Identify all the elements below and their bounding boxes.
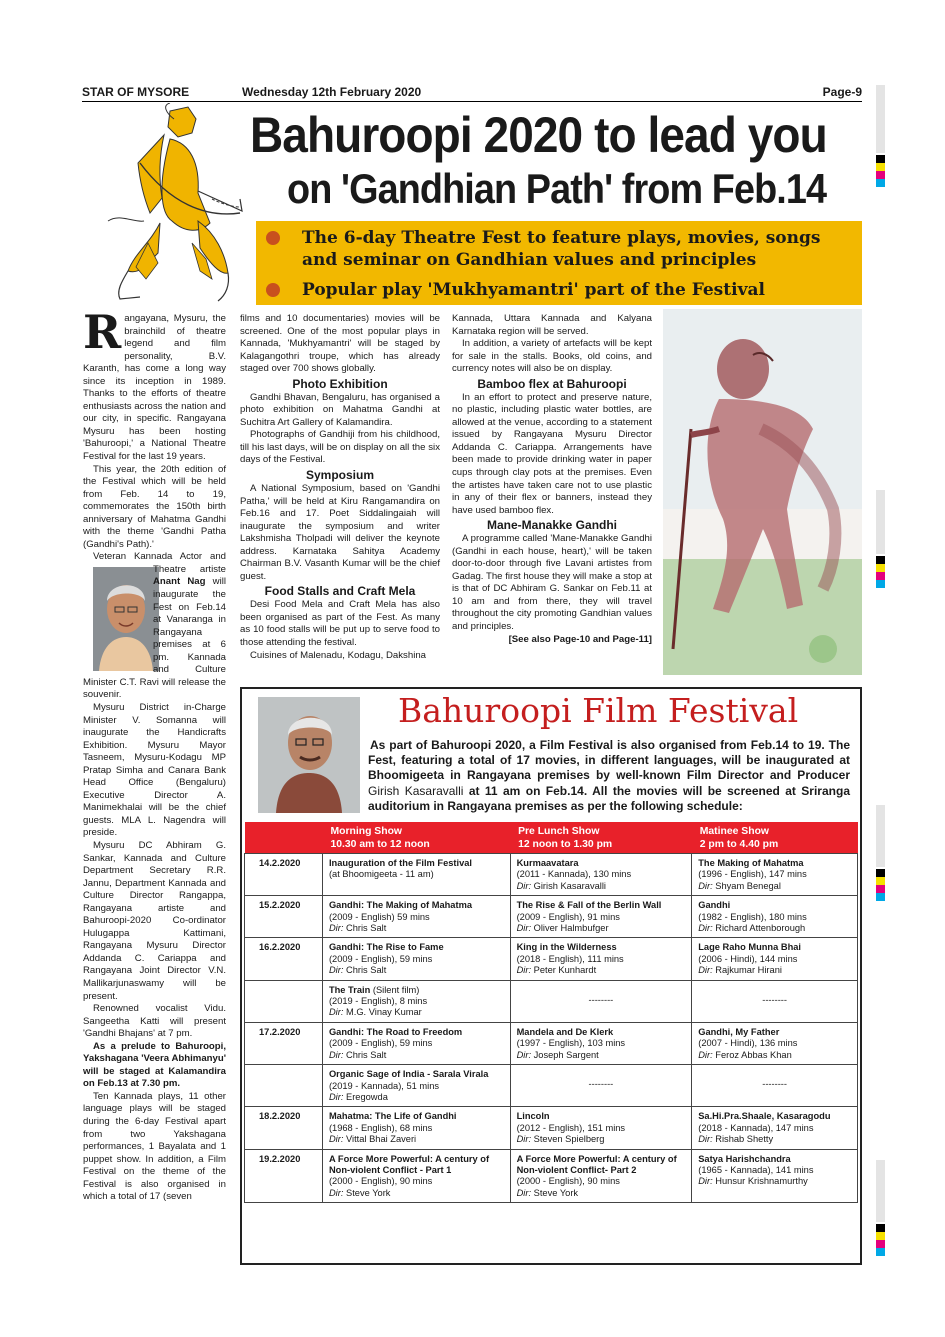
- highlights-banner: [256, 221, 862, 305]
- director-name: Rishab Shetty: [715, 1134, 774, 1145]
- show-time: 2 pm to 4.40 pm: [699, 839, 779, 850]
- film-schedule-table: [244, 822, 858, 1203]
- film-festival-intro: [368, 738, 850, 814]
- director-label: Dir:: [328, 923, 344, 934]
- publication-name: STAR OF MYSORE: [82, 85, 190, 99]
- film-director: [698, 881, 851, 892]
- film-title-text: Lincoln: [516, 1111, 550, 1122]
- film-title-text: Kurmaavatara: [516, 858, 579, 868]
- director-name: Girish Kasaravalli: [533, 880, 606, 891]
- director-name: Shyam Benegal: [715, 880, 781, 891]
- film-cell: [510, 1107, 692, 1149]
- table-row: [245, 1107, 858, 1149]
- person-name: Anant Nag: [153, 576, 206, 588]
- paragraph: Kannada, Uttara Kannada and Kalyana Karnataka region will be served.: [452, 313, 652, 337]
- director-label: Dir:: [698, 1049, 713, 1060]
- no-screening-cell: --------: [692, 980, 858, 1022]
- drop-cap: R: [83, 305, 122, 359]
- film-info: (1982 - English), 180 mins: [698, 911, 807, 922]
- film-info: (2000 - English), 90 mins: [516, 1176, 620, 1187]
- film-info: (2009 - English), 59 mins: [328, 953, 433, 964]
- film-title-text: The Rise & Fall of the Berlin Wall: [516, 900, 662, 911]
- film-title: [698, 858, 851, 869]
- director-name: Chris Salt: [346, 1049, 387, 1060]
- director-name: Steve York: [533, 1187, 579, 1198]
- film-director: [329, 1134, 504, 1145]
- screening-date: 16.2.2020: [245, 938, 323, 980]
- film-title: [329, 1069, 504, 1080]
- paragraph: Renowned vocalist Vidu. Sangeetha Katti will present 'Gandhi Bhajans' at 7 pm.: [83, 1003, 226, 1040]
- cmyk-marks: [876, 869, 885, 901]
- screening-date: 19.2.2020: [245, 1149, 323, 1203]
- director-name: Eregowda: [346, 1091, 388, 1102]
- registration-strip: [876, 805, 885, 867]
- director-label: Dir:: [328, 1187, 344, 1198]
- photo-anant-nag: [83, 567, 149, 673]
- director-label: Dir:: [516, 1187, 532, 1198]
- director-name: Feroz Abbas Khan: [715, 1049, 792, 1060]
- screening-date: 17.2.2020: [245, 1022, 323, 1064]
- schedule-header-row: [245, 822, 858, 854]
- film-title-text: A Force More Powerful: A century of Non-violent Conflict- Part 2: [516, 1153, 677, 1175]
- film-title-text: Gandhi: [698, 900, 731, 911]
- article-column-1: [83, 305, 226, 1204]
- film-cell: [510, 1149, 692, 1203]
- schedule-body: [245, 854, 858, 1203]
- paragraph: In an effort to protect and preserve nature, no plastic, including plastic water bottles, are allowed at the venue, according to a statement issued by Rangayana Mysuru Director Addanda C. Cariappa. Arrangements have been made to provide drinking water in paper cups through clay pots at the premises. Even the artistes have taken care not to use plastic in any of their flex or banners, instead they have used bamboo flex.: [452, 391, 652, 516]
- bullet-dot-icon: [266, 231, 280, 245]
- paragraph: Cuisines of Malenadu, Kodagu, Dakshina: [250, 649, 426, 661]
- table-row: [245, 938, 858, 980]
- paragraph: Mysuru District in-Charge Minister V. Somanna will inaugurate the Handicrafts Exhibition. Mysuru Mayor Tasneem, Mysuru-Kodagu MP Pratap Simha and Canara Bank Head Office (Bengaluru) Executive Director A. Manimekhalai will be the chief guests. MLA L. Nagendra will preside.: [83, 701, 226, 839]
- film-info: (2012 - English), 151 mins: [516, 1122, 626, 1133]
- show-name: Matinee Show: [699, 826, 769, 837]
- subhead-bamboo-flex: Bamboo flex at Bahuroopi: [477, 376, 627, 391]
- show-time: 12 noon to 1.30 pm: [518, 839, 613, 850]
- director-label: Dir:: [698, 1134, 713, 1145]
- paragraph: Ten Kannada plays, 11 other language plays will be staged during the 6-day Festival apart from two Yakshagana performances, 1 Bayalata and 1 puppet show. In addition, a Film Festival on the theme of the Festival is also organised in which a total of 17 (seven: [83, 1090, 226, 1203]
- page-number: Page-9: [822, 85, 862, 99]
- film-director: [698, 923, 851, 934]
- film-director: [329, 1007, 504, 1018]
- registration-strip: [876, 85, 885, 153]
- cmyk-marks: [876, 1224, 885, 1256]
- paragraph: angayana, Mysuru, the brainchild of theatre legend and film personality, B.V. Karanth, has come a long way since its inception in 1989. Thanks to the efforts of theatre enthusiasts across the nation and our city, in specific. Rangayana Mysuru has been hosting 'Bahuroopi,' a National Theatre Festival for the last 19 years.: [83, 313, 226, 463]
- header-prelunch: [510, 822, 692, 854]
- masthead: [82, 85, 862, 99]
- table-row: [245, 1065, 858, 1107]
- paragraph: A National Symposium, based on 'Gandhi Patha,' will be held at Kiru Rangamandira on Feb.16 and 17. Poet Siddalingaiah will inaugurate the symposium and writer Lakshmisha Tholpadi will deliver the keynote address. Karnataka Sahitya Academy Chairman B.V. Vasanth Kumar will be the chief guest.: [240, 483, 440, 582]
- film-title: [329, 1154, 504, 1177]
- director-name: Vittal Bhai Zaveri: [346, 1134, 417, 1145]
- film-cell: [510, 938, 692, 980]
- table-row: [245, 896, 858, 938]
- film-cell: [322, 980, 510, 1022]
- screening-date: [245, 980, 323, 1022]
- film-cell: [692, 1107, 858, 1149]
- film-title: [329, 900, 504, 911]
- film-title: [329, 1027, 504, 1038]
- film-title: [329, 1111, 504, 1122]
- film-title-text: Organic Sage of India - Sarala Virala: [328, 1069, 489, 1080]
- film-cell: [322, 1149, 510, 1203]
- director-name: Steven Spielberg: [533, 1134, 605, 1145]
- film-director: [698, 1134, 851, 1145]
- director-label: Dir:: [516, 1049, 532, 1060]
- film-cell: [692, 896, 858, 938]
- film-title-text: The Making of Mahatma: [698, 858, 804, 868]
- film-cell: [322, 896, 510, 938]
- paragraph: Mysuru DC Abhiram G. Sankar, Kannada and Culture Department Secretary R.R. Jannu, Department Kannada and Culture Director Rangappa, Rangayana artiste and Bahuroopi-2020 Co-ordinator Hulugappa Kattimani, Rangayana Mysuru Director Addanda C. Cariappa and Rangayana Joint Director V.N. Mallikarjunaswamy will be present.: [83, 839, 226, 1002]
- director-label: Dir:: [328, 1007, 344, 1018]
- film-cell: [510, 896, 692, 938]
- film-cell: [322, 1022, 510, 1064]
- film-title-text: The Train: [328, 984, 371, 995]
- film-title-note: (Silent film): [370, 984, 420, 995]
- film-director: [329, 1092, 504, 1103]
- film-director: [517, 923, 686, 934]
- film-title: [517, 942, 686, 953]
- film-title-text: Gandhi: The Road to Freedom: [328, 1026, 463, 1037]
- film-cell: [510, 1022, 692, 1064]
- film-title: [698, 900, 851, 911]
- film-cell: [692, 938, 858, 980]
- highlight-1: [302, 227, 820, 271]
- director-name: Hunsur Krishnamurthy: [715, 1176, 808, 1187]
- film-cell: [322, 1107, 510, 1149]
- film-title-text: Sa.Hi.Pra.Shaale, Kasaragodu: [698, 1111, 831, 1122]
- film-info: (2009 - English), 59 mins: [328, 1038, 433, 1049]
- gandhi-watercolor-illustration: [663, 309, 862, 675]
- header-matinee: [692, 822, 858, 854]
- film-title: [329, 985, 504, 996]
- paragraph: A programme called 'Mane-Manakke Gandhi (Gandhi in each house, heart),' will be taken door-to-door through five Lavani artistes from Gadag. The first house they will make a stop at is that of DC Abhiram G. Sankar on Feb.11 at 10 am and from there, they will travel throughout the city promoting Gandhian values and principles.: [452, 533, 652, 633]
- headline-line-2: on 'Gandhian Path' from Feb.14: [287, 165, 827, 212]
- portrait-photo: [93, 567, 159, 671]
- issue-date: Wednesday 12th February 2020: [242, 85, 422, 99]
- film-info: (2007 - Hindi), 136 mins: [698, 1038, 798, 1049]
- film-title-text: Gandhi, My Father: [698, 1026, 780, 1037]
- film-title-text: Gandhi: The Rise to Fame: [328, 942, 444, 953]
- director-name: Chris Salt: [346, 965, 387, 976]
- director-label: Dir:: [516, 965, 532, 976]
- film-director: [698, 1176, 851, 1187]
- paragraph: As a prelude to Bahuroopi, Yakshagana 'Veera Abhimanyu' will be staged at Kalamandira on Feb.13 at 7.30 pm.: [83, 1040, 226, 1090]
- director-label: Dir:: [698, 880, 713, 891]
- director-name: Rajkumar Hirani: [715, 965, 782, 976]
- film-info: (2019 - English), 8 mins: [328, 996, 428, 1007]
- film-info: (2009 - English) 59 mins: [328, 911, 430, 922]
- bullet-dot-icon: [266, 283, 280, 297]
- screening-date: 18.2.2020: [245, 1107, 323, 1149]
- film-title-text: Lage Raho Munna Bhai: [698, 942, 802, 953]
- film-director: [517, 965, 686, 976]
- film-info: (2000 - English), 90 mins: [328, 1176, 433, 1187]
- no-screening-cell: --------: [692, 1065, 858, 1107]
- film-info: (2011 - Kannada), 130 mins: [516, 869, 632, 880]
- film-director: [517, 1050, 686, 1061]
- table-row: [245, 980, 858, 1022]
- header-blank: [245, 822, 323, 854]
- screening-date: 14.2.2020: [245, 854, 323, 896]
- subhead-photo-exhibition: Photo Exhibition: [292, 376, 388, 391]
- cmyk-marks: [876, 155, 885, 187]
- screening-date: 15.2.2020: [245, 896, 323, 938]
- subhead-symposium: Symposium: [305, 468, 374, 483]
- film-cell: [510, 854, 692, 896]
- film-title-text: Gandhi: The Making of Mahatma: [328, 900, 473, 911]
- director-label: Dir:: [328, 1049, 344, 1060]
- film-title: [329, 942, 504, 953]
- film-title-text: King in the Wilderness: [516, 942, 617, 953]
- paragraph-text: Veteran Kannada Actor and Theatre artiste: [93, 551, 226, 575]
- masthead-rule: [82, 101, 862, 102]
- director-name: Chris Salt: [346, 923, 387, 934]
- film-title: [517, 858, 686, 869]
- director-name: Peter Kunhardt: [533, 965, 597, 976]
- film-title: [698, 942, 851, 953]
- film-title-text: Mahatma: The Life of Gandhi: [328, 1111, 457, 1122]
- film-info: (1996 - English), 147 mins: [698, 869, 807, 880]
- film-cell: [692, 1149, 858, 1203]
- photo-girish-kasaravalli: [258, 697, 360, 813]
- film-title-text: Inauguration of the Film Festival: [328, 858, 473, 868]
- film-title-text: Satya Harishchandra: [698, 1153, 791, 1164]
- film-director: [517, 1134, 686, 1145]
- director-name: Steve York: [346, 1187, 391, 1198]
- table-row: [245, 1149, 858, 1203]
- see-also-note: [See also Page-10 and Page-11]: [508, 633, 652, 645]
- article-column-3: [452, 313, 652, 646]
- intro-text: As part of Bahuroopi 2020, a Film Festival is also organised from Feb.14 to 19. The Fest, featuring a total of 17 movies, in different languages, will be inaugurated at Bhoomigeeta in Rangayana premises by well-known Film Director and Producer: [368, 738, 850, 783]
- film-director: [517, 1188, 686, 1199]
- article-column-2: [240, 313, 440, 662]
- intro-text: at 11 am on Feb.14. All the movies will be screened at Sriranga auditorium in Rangayana premises as per the following schedule:: [368, 783, 850, 813]
- film-cell: [322, 854, 510, 896]
- paragraph: [83, 551, 226, 702]
- film-cell: [692, 1022, 858, 1064]
- director-label: Dir:: [516, 880, 532, 891]
- director-label: Dir:: [328, 1091, 344, 1102]
- headline-line-1: Bahuroopi 2020 to lead you: [250, 107, 827, 163]
- film-director: [698, 1050, 851, 1061]
- subhead-food-stalls: Food Stalls and Craft Mela: [264, 584, 416, 599]
- director-name: M.G. Vinay Kumar: [346, 1007, 422, 1018]
- registration-strip: [876, 490, 885, 554]
- show-name: Morning Show: [330, 826, 403, 837]
- film-info: (2018 - English), 111 mins: [516, 953, 624, 964]
- paragraph: Photographs of Gandhiji from his childhood, till his last days, will be on display on all the six days of the Festival.: [240, 429, 440, 466]
- film-title-text: A Force More Powerful: A century of Non-violent Conflict - Part 1: [328, 1153, 490, 1175]
- film-info: (2019 - Kannada), 51 mins: [328, 1080, 440, 1091]
- paragraph: films and 10 documentaries) movies will be screened. One of the most popular plays in Kannada, 'Mukhyamantri' will be staged by Kalagangothri troupe, which has already staged over 700 shows globally.: [240, 313, 440, 375]
- film-title: [517, 1027, 686, 1038]
- director-label: Dir:: [698, 1176, 713, 1187]
- director-name: Girish Kasaravalli: [368, 783, 464, 798]
- paragraph: This year, the 20th edition of the Festival which will be held from Feb. 14 to 19, commemorates the 150th birth anniversary of Mahatma Gandhi with the theme 'Gandhi Patha (Gandhi's Path).': [83, 463, 226, 550]
- cmyk-marks: [876, 556, 885, 588]
- film-director: [517, 881, 686, 892]
- paragraph-text: will inaugurate the Fest on Feb.14 at Vanaranga in Rangayana premises at 6 pm. Kannada and Culture Minister C.T. Ravi will release the souvenir.: [83, 576, 226, 701]
- film-title: [329, 858, 504, 869]
- director-name: Richard Attenborough: [715, 923, 806, 934]
- film-director: [329, 965, 504, 976]
- table-row: [245, 854, 858, 896]
- film-info: (1965 - Kannada), 141 mins: [698, 1164, 814, 1175]
- header-morning: [322, 822, 510, 854]
- film-title: [698, 1111, 851, 1122]
- film-director: [329, 923, 504, 934]
- director-name: Oliver Halmbufger: [533, 923, 609, 934]
- film-title: [517, 1154, 686, 1177]
- paragraph: Desi Food Mela and Craft Mela has also been organised as part of the Fest. As many as 10 food stalls will be put up to serve food to those attending the festival.: [240, 599, 440, 649]
- film-cell: [322, 938, 510, 980]
- director-label: Dir:: [328, 965, 344, 976]
- no-screening-cell: --------: [510, 980, 692, 1022]
- film-title-text: Mandela and De Klerk: [516, 1026, 614, 1037]
- film-title: [698, 1154, 851, 1165]
- film-info: (2018 - Kannada), 147 mins: [698, 1122, 814, 1133]
- film-cell: [322, 1065, 510, 1107]
- director-label: Dir:: [516, 923, 532, 934]
- highlight-1-line-2: and seminar on Gandhian values and principles: [302, 250, 757, 270]
- screening-date: [245, 1065, 323, 1107]
- film-info: (at Bhoomigeeta - 11 am): [328, 869, 434, 880]
- director-name: Joseph Sargent: [533, 1049, 599, 1060]
- film-info: (2006 - Hindi), 144 mins: [698, 953, 798, 964]
- no-screening-cell: --------: [510, 1065, 692, 1107]
- highlight-1-line-1: The 6-day Theatre Fest to feature plays, movies, songs: [302, 228, 821, 248]
- film-title: [517, 1111, 686, 1122]
- paragraph: In addition, a variety of artefacts will be kept for sale in the stalls. Books, old coins, and currency notes will also be on display.: [452, 338, 652, 375]
- film-title: [698, 1027, 851, 1038]
- film-title: [517, 900, 686, 911]
- yakshagana-dancer-illustration: [100, 103, 250, 308]
- highlight-2: Popular play 'Mukhyamantri' part of the Festival: [302, 280, 765, 300]
- film-cell: [692, 854, 858, 896]
- paragraph: Gandhi Bhavan, Bengaluru, has organised a photo exhibition on Mahatma Gandhi at Suchitra Art Gallery of Kalamandira.: [240, 391, 440, 428]
- subhead-mane-manakke-gandhi: Mane-Manakke Gandhi: [486, 518, 618, 533]
- show-time: 10.30 am to 12 noon: [330, 839, 430, 850]
- film-director: [698, 965, 851, 976]
- film-info: (1997 - English), 103 mins: [516, 1038, 626, 1049]
- director-label: Dir:: [698, 965, 713, 976]
- film-info: (1968 - English), 68 mins: [328, 1122, 433, 1133]
- film-info: (2009 - English), 91 mins: [516, 911, 620, 922]
- registration-strip: [876, 1160, 885, 1222]
- film-director: [329, 1188, 504, 1199]
- director-label: Dir:: [698, 923, 713, 934]
- director-label: Dir:: [516, 1134, 532, 1145]
- director-label: Dir:: [328, 1134, 344, 1145]
- film-festival-title: Bahuroopi Film Festival: [398, 691, 799, 730]
- table-row: [245, 1022, 858, 1064]
- show-name: Pre Lunch Show: [518, 826, 600, 837]
- film-director: [329, 1050, 504, 1061]
